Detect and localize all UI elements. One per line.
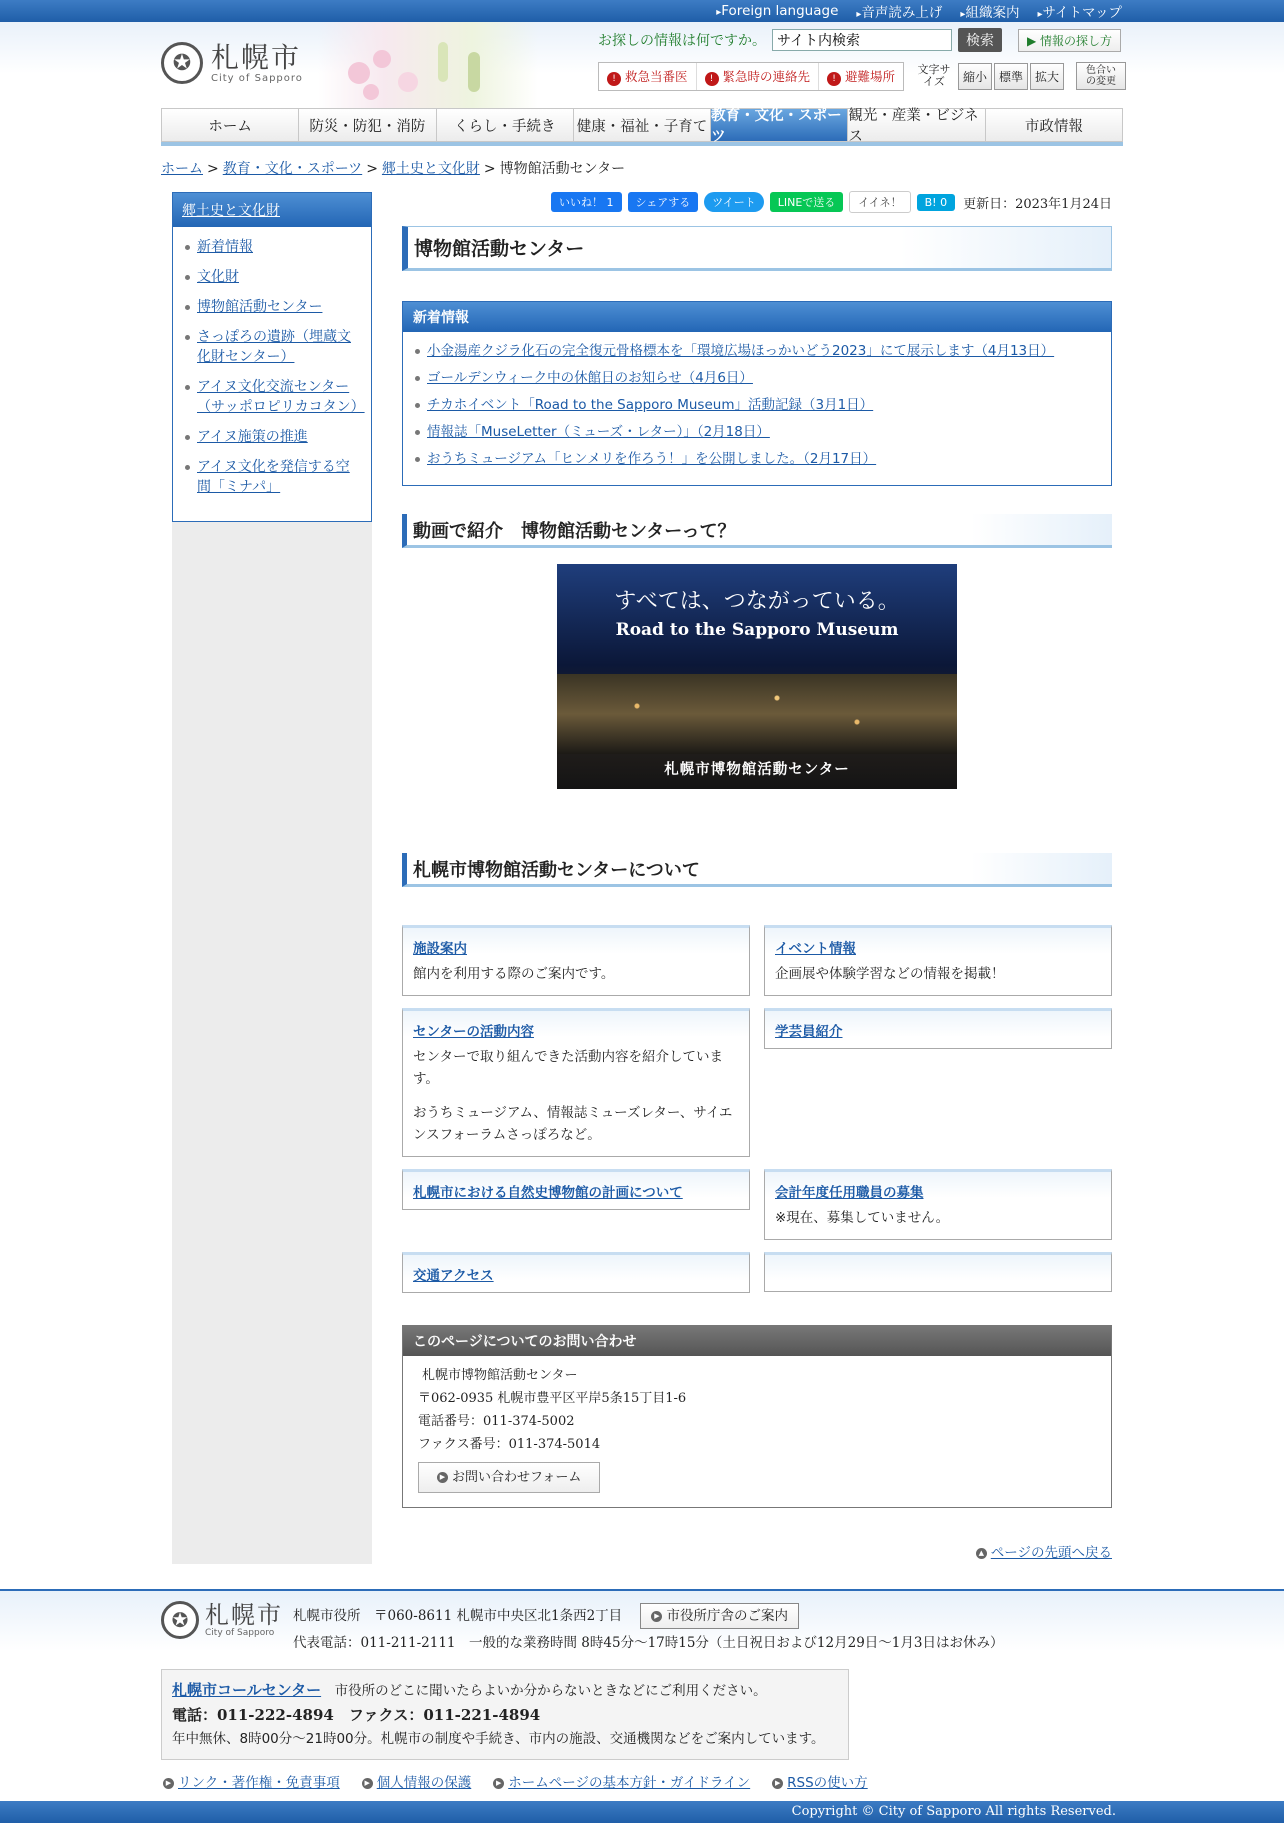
footer-logo-name: 札幌市 bbox=[205, 1601, 283, 1629]
list-item bbox=[185, 427, 359, 447]
site-header bbox=[0, 22, 1284, 108]
list-item bbox=[415, 396, 1099, 415]
news-box bbox=[402, 301, 1112, 486]
font-normal-button[interactable]: 標準 bbox=[994, 63, 1028, 90]
copyright: Copyright © City of Sapporo All rights Reserved. bbox=[0, 1801, 1284, 1823]
back-to-top bbox=[976, 1541, 1112, 1561]
list-item bbox=[415, 423, 1099, 442]
sidebar-item-ruins[interactable]: さっぽろの遺跡（埋蔵文化財センター） bbox=[197, 329, 351, 365]
city-night-image bbox=[557, 674, 957, 754]
inquiry-form-button[interactable] bbox=[418, 1462, 600, 1493]
card-curators bbox=[764, 1008, 1112, 1049]
logo-sub: City of Sapporo bbox=[211, 72, 303, 84]
breadcrumb-history[interactable]: 郷土史と文化財 bbox=[381, 161, 480, 177]
mixi-button[interactable]: イイネ！ bbox=[849, 191, 910, 213]
link-card-grid bbox=[402, 925, 1112, 1293]
video-line2: Road to the Sapporo Museum bbox=[615, 620, 899, 640]
footer-address bbox=[293, 1603, 799, 1629]
list-item bbox=[185, 457, 359, 497]
card-desc: 館内を利用する際のご案内です。 bbox=[413, 966, 615, 982]
breadcrumb-current: 博物館活動センター bbox=[499, 161, 626, 177]
footer-hours: 代表電話：011-211-2111 一般的な業務時間 8時45分～17時15分（土日祝日および12月29日～1月3日はお休み） bbox=[293, 1635, 1004, 1651]
arrow-circle-icon: ▶ bbox=[772, 1778, 783, 1789]
card-events bbox=[764, 925, 1112, 996]
font-larger-button[interactable]: 拡大 bbox=[1030, 63, 1064, 90]
card-access bbox=[402, 1252, 750, 1293]
nav-safety[interactable]: 防災・防犯・消防 bbox=[298, 108, 435, 142]
search-help-button[interactable]: ▶ 情報の探し方 bbox=[1018, 29, 1121, 52]
news-title: 新着情報 bbox=[403, 302, 1111, 332]
list-item bbox=[185, 327, 359, 367]
inquiry-form-label: お問い合わせフォーム bbox=[452, 1470, 582, 1485]
voice-readout-link[interactable]: ▸ 音声読み上げ bbox=[856, 1, 942, 21]
list-item bbox=[185, 377, 365, 417]
news-link[interactable]: 小金湯産クジラ化石の完全復元骨格標本を「環境広場ほっかいどう2023」にて展示します（4月13日） bbox=[427, 343, 1055, 359]
nav-city-info[interactable]: 市政情報 bbox=[985, 108, 1123, 142]
header-flower-image bbox=[318, 22, 538, 108]
sidebar-item-museum-center[interactable]: 博物館活動センター bbox=[197, 299, 323, 315]
inquiry-address: 〒062-0935 札幌市豊平区平岸5条15丁目1-6 bbox=[418, 1391, 687, 1406]
office-address: 札幌市役所 〒060-8611 札幌市中央区北1条西2丁目 bbox=[293, 1608, 623, 1624]
search-area bbox=[598, 28, 1121, 52]
emergency-doctor-link[interactable]: ! 救急当番医 bbox=[599, 63, 697, 90]
footer-link-rss[interactable]: RSSの使い方 bbox=[787, 1775, 868, 1791]
inquiry-tel: 電話番号：011-374-5002 bbox=[418, 1414, 575, 1429]
emergency-icon: ! bbox=[607, 72, 621, 86]
sidebar-item-ainu-center[interactable]: アイヌ文化交流センター（サッポロピリカコタン） bbox=[197, 379, 365, 415]
about-heading: 札幌市博物館活動センターについて bbox=[402, 853, 1112, 887]
font-smaller-button[interactable]: 縮小 bbox=[958, 63, 992, 90]
arrow-circle-icon: ▶ bbox=[437, 1472, 448, 1483]
card-desc: ※現在、募集していません。 bbox=[775, 1210, 950, 1226]
office-guide-label: 市役所庁舎のご案内 bbox=[666, 1608, 788, 1624]
footer-logo-sub: City of Sapporo bbox=[205, 1628, 275, 1638]
facebook-like-button[interactable]: いいね！ 1 bbox=[551, 192, 622, 212]
breadcrumb-education[interactable]: 教育・文化・スポーツ bbox=[222, 161, 363, 177]
sidebar-title[interactable]: 郷土史と文化財 bbox=[182, 203, 280, 219]
nav-home[interactable]: ホーム bbox=[161, 108, 298, 142]
nav-living[interactable]: くらし・手続き bbox=[436, 108, 573, 142]
foreign-language-link[interactable]: ▸ Foreign language bbox=[716, 3, 838, 19]
emergency-icon: ! bbox=[705, 72, 719, 86]
list-item bbox=[185, 267, 359, 287]
news-link[interactable]: ゴールデンウィーク中の休館日のお知らせ（4月6日） bbox=[427, 370, 753, 386]
page-title-text: 博物館活動センター bbox=[414, 238, 585, 260]
nav-health[interactable]: 健康・福祉・子育て bbox=[573, 108, 710, 142]
news-link[interactable]: チカホイベント「Road to the Sapporo Museum」活動記録（3月1日） bbox=[427, 397, 874, 413]
footer-link-policy[interactable]: ホームページの基本方針・ガイドライン bbox=[508, 1775, 751, 1791]
global-nav bbox=[161, 108, 1123, 146]
search-question: お探しの情報は何ですか。 bbox=[598, 33, 766, 49]
search-help-label: 情報の探し方 bbox=[1040, 33, 1113, 48]
sitemap-link[interactable]: ▸ サイトマップ bbox=[1037, 1, 1122, 21]
arrow-circle-icon: ▶ bbox=[163, 1778, 174, 1789]
font-size-controls bbox=[916, 62, 1126, 90]
news-link[interactable]: 情報誌「MuseLetter（ミューズ・レター）」（2月18日） bbox=[427, 424, 770, 440]
news-link[interactable]: おうちミュージアム「ヒンメリを作ろう！」を公開しました。（2月17日） bbox=[427, 451, 877, 467]
social-buttons bbox=[402, 192, 1112, 212]
footer-logo[interactable] bbox=[161, 1601, 283, 1639]
sidebar-item-cultural-property[interactable]: 文化財 bbox=[197, 269, 239, 285]
card-access-link[interactable]: 交通アクセス bbox=[413, 1268, 494, 1284]
arrow-up-circle-icon: ▲ bbox=[976, 1548, 987, 1559]
site-footer bbox=[0, 1589, 1284, 1823]
inquiry-org: 札幌市博物館活動センター bbox=[422, 1368, 578, 1383]
search-input[interactable] bbox=[772, 29, 952, 51]
city-seal-icon: ✪ bbox=[161, 1601, 199, 1639]
video-heading: 動画で紹介 博物館活動センターって？ bbox=[402, 514, 1112, 548]
sidebar-item-news[interactable]: 新着情報 bbox=[197, 239, 253, 255]
inquiry-title: このページについてのお問い合わせ bbox=[403, 1326, 1111, 1356]
emergency-icon: ! bbox=[827, 72, 841, 86]
video-line1: すべては、つながっている。 bbox=[614, 589, 900, 614]
call-center-desc: 市役所のどこに聞いたらよいか分からないときなどにご利用ください。 bbox=[334, 1683, 767, 1699]
breadcrumb: ホーム > 教育・文化・スポーツ > 郷土史と文化財 > 博物館活動センター bbox=[161, 161, 626, 177]
font-size-label: 文字サイズ bbox=[917, 63, 951, 88]
call-center-hours: 年中無休、8時00分～21時00分。札幌市の制度や手続き、市内の施設、交通機関などをご案内しています。 bbox=[172, 1731, 825, 1747]
evacuation-link[interactable]: ! 避難場所 bbox=[819, 63, 903, 90]
search-button[interactable]: 検索 bbox=[958, 28, 1002, 52]
card-desc: おうちミュージアム、情報誌ミューズレター、サイエンスフォーラムさっぽろなど。 bbox=[413, 1105, 733, 1143]
list-item bbox=[415, 369, 1099, 388]
sidebar-item-minapa[interactable]: アイヌ文化を発信する空間「ミナパ」 bbox=[197, 459, 350, 495]
sidebar-menu bbox=[172, 192, 372, 522]
list-item bbox=[185, 237, 359, 257]
hatena-bookmark-button[interactable]: B! 0 bbox=[917, 194, 955, 211]
emergency-links bbox=[598, 62, 904, 91]
card-curators-link[interactable]: 学芸員紹介 bbox=[775, 1024, 843, 1040]
site-logo[interactable] bbox=[161, 42, 303, 84]
call-center-box bbox=[161, 1669, 849, 1760]
nav-tourism[interactable]: 観光・産業・ビジネス bbox=[847, 108, 984, 142]
card-activities-link[interactable]: センターの活動内容 bbox=[413, 1024, 534, 1040]
sidebar bbox=[172, 192, 372, 1564]
card-activities bbox=[402, 1008, 750, 1157]
color-change-button[interactable]: 色合いの変更 bbox=[1076, 62, 1126, 90]
footer-links bbox=[163, 1771, 868, 1791]
updated-date: 更新日：2023年1月24日 bbox=[963, 196, 1112, 212]
footer-link-privacy[interactable]: 個人情報の保護 bbox=[376, 1775, 472, 1791]
card-museum-plan-link[interactable]: 札幌市における自然史博物館の計画について bbox=[413, 1185, 683, 1201]
list-item bbox=[415, 342, 1099, 361]
list-item bbox=[185, 297, 359, 317]
back-to-top-link[interactable]: ページの先頭へ戻る bbox=[990, 1545, 1112, 1561]
call-center-tel: 電話：011-222-4894 ファクス：011-221-4894 bbox=[172, 1706, 541, 1724]
video-thumbnail[interactable] bbox=[557, 564, 957, 789]
card-museum-plan bbox=[402, 1169, 750, 1210]
breadcrumb-home[interactable]: ホーム bbox=[161, 161, 203, 177]
sidebar-item-ainu-policy[interactable]: アイヌ施策の推進 bbox=[197, 429, 308, 445]
call-center-link[interactable]: 札幌市コールセンター bbox=[172, 1681, 322, 1699]
inquiry-fax: ファクス番号：011-374-5014 bbox=[418, 1437, 601, 1452]
video-caption: 札幌市博物館活動センター bbox=[664, 762, 850, 778]
page-title bbox=[402, 226, 1112, 271]
organization-link[interactable]: ▸ 組織案内 bbox=[960, 1, 1019, 21]
arrow-circle-icon: ▶ bbox=[651, 1611, 662, 1622]
inquiry-box bbox=[402, 1325, 1112, 1508]
nav-education[interactable]: 教育・文化・スポーツ bbox=[710, 108, 847, 142]
card-empty bbox=[764, 1252, 1112, 1292]
card-desc: 企画展や体験学習などの情報を掲載！ bbox=[775, 966, 1005, 982]
tweet-button[interactable]: ツイート bbox=[704, 192, 763, 212]
office-guide-button[interactable] bbox=[640, 1603, 799, 1629]
arrow-circle-icon: ▶ bbox=[362, 1778, 373, 1789]
city-seal-icon: ✪ bbox=[161, 42, 203, 84]
logo-name: 札幌市 bbox=[211, 40, 302, 74]
utility-bar bbox=[0, 0, 1284, 22]
arrow-circle-icon: ▶ bbox=[493, 1778, 504, 1789]
list-item bbox=[415, 450, 1099, 469]
emergency-contact-link[interactable]: ! 緊急時の連絡先 bbox=[697, 63, 820, 90]
card-facility bbox=[402, 925, 750, 996]
line-share-button[interactable]: LINEで送る bbox=[770, 192, 844, 212]
main-content bbox=[402, 192, 1112, 1561]
card-events-link[interactable]: イベント情報 bbox=[775, 941, 856, 957]
footer-link-copyright[interactable]: リンク・著作権・免責事項 bbox=[178, 1775, 340, 1791]
facebook-share-button[interactable]: シェアする bbox=[628, 192, 699, 212]
card-recruitment-link[interactable]: 会計年度任用職員の募集 bbox=[775, 1185, 924, 1201]
card-facility-link[interactable]: 施設案内 bbox=[413, 941, 467, 957]
card-desc: センターで取り組んできた活動内容を紹介しています。 bbox=[413, 1049, 723, 1087]
card-recruitment bbox=[764, 1169, 1112, 1240]
